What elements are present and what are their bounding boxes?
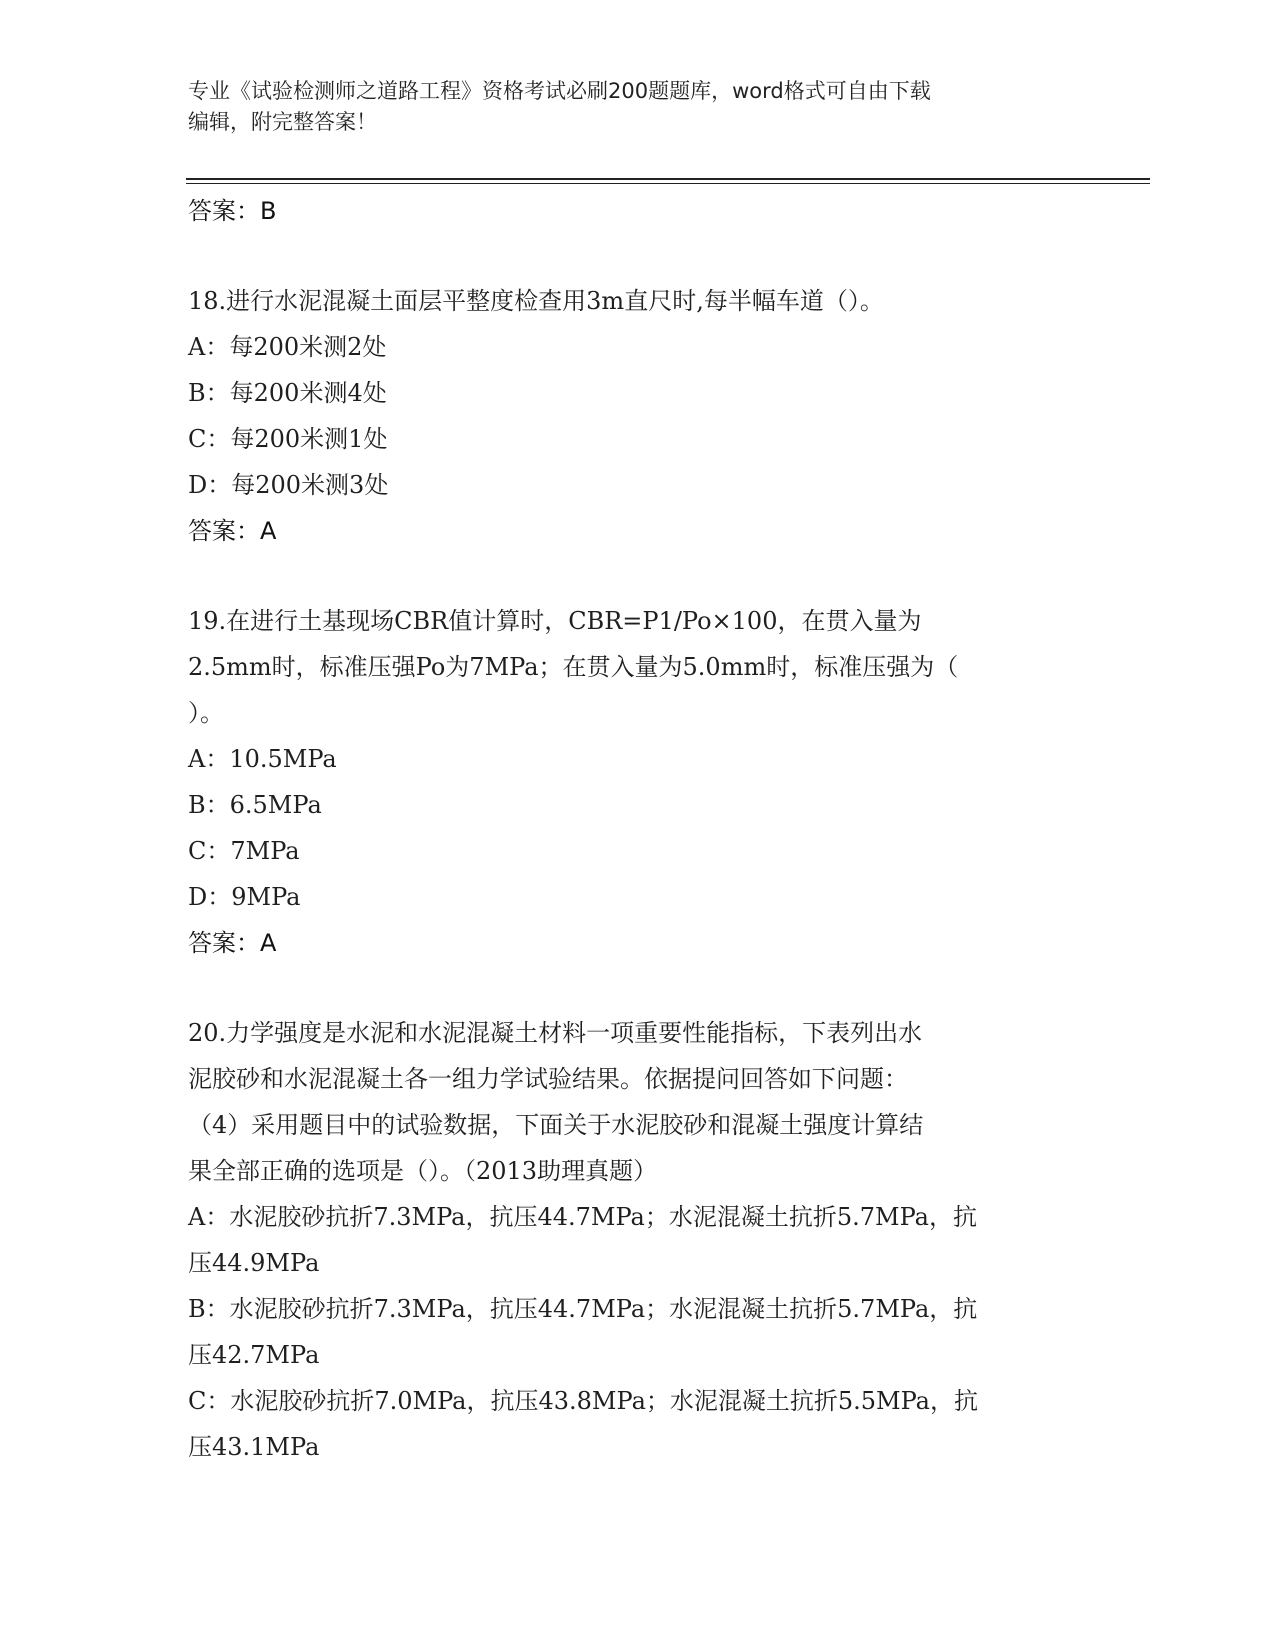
text-line: 20.力学强度是水泥和水泥混凝土材料一项重要性能指标，下表列出水	[188, 1019, 923, 1047]
header-line-1: 专业《试验检测师之道路工程》资格考试必刷200题题库，word格式可自由下载	[188, 79, 931, 103]
text-line: 压42.7MPa	[188, 1341, 320, 1369]
answer-line: 答案：A	[188, 517, 277, 545]
text-line: A：10.5MPa	[188, 745, 337, 773]
text-line: A：每200米测2处	[188, 333, 387, 361]
text-line: 19.在进行土基现场CBR值计算时，CBR=P1/Po×100，在贯入量为	[188, 607, 922, 635]
question-content	[188, 188, 1088, 1470]
text-line: 2.5mm时，标准压强Po为7MPa；在贯入量为5.0mm时，标准压强为（	[188, 653, 959, 681]
page-header	[188, 76, 1088, 138]
text-line: C：7MPa	[188, 837, 300, 865]
text-line: 压44.9MPa	[188, 1249, 320, 1277]
text-line: B：水泥胶砂抗折7.3MPa，抗压44.7MPa；水泥混凝土抗折5.7MPa，抗	[188, 1295, 978, 1323]
text-line: 果全部正确的选项是（）。（2013助理真题）	[188, 1157, 658, 1185]
text-line: D：9MPa	[188, 883, 301, 911]
header-rule-top	[186, 178, 1150, 180]
block-gap	[188, 966, 1088, 1010]
text-line: B：每200米测4处	[188, 379, 387, 407]
answer-line: 答案：B	[188, 197, 277, 225]
text-line: 泥胶砂和水泥混凝土各一组力学试验结果。依据提问回答如下问题：	[188, 1065, 908, 1093]
text-line: C：水泥胶砂抗折7.0MPa，抗压43.8MPa；水泥混凝土抗折5.5MPa，抗	[188, 1387, 978, 1415]
answer-line: 答案：A	[188, 929, 277, 957]
text-line: 18.进行水泥混凝土面层平整度检查用3m直尺时,每半幅车道（）。	[188, 287, 884, 315]
text-line: D：每200米测3处	[188, 471, 389, 499]
header-line-2: 编辑，附完整答案！	[188, 110, 377, 134]
text-line: 压43.1MPa	[188, 1433, 320, 1461]
text-line: B：6.5MPa	[188, 791, 322, 819]
block-gap	[188, 234, 1088, 278]
text-line: ）。	[188, 699, 224, 727]
text-line: A：水泥胶砂抗折7.3MPa，抗压44.7MPa；水泥混凝土抗折5.7MPa，抗	[188, 1203, 977, 1231]
text-line: （4）采用题目中的试验数据，下面关于水泥胶砂和混凝土强度计算结	[188, 1111, 924, 1139]
text-line: C：每200米测1处	[188, 425, 388, 453]
header-rule-bottom	[186, 183, 1150, 184]
block-gap	[188, 554, 1088, 598]
